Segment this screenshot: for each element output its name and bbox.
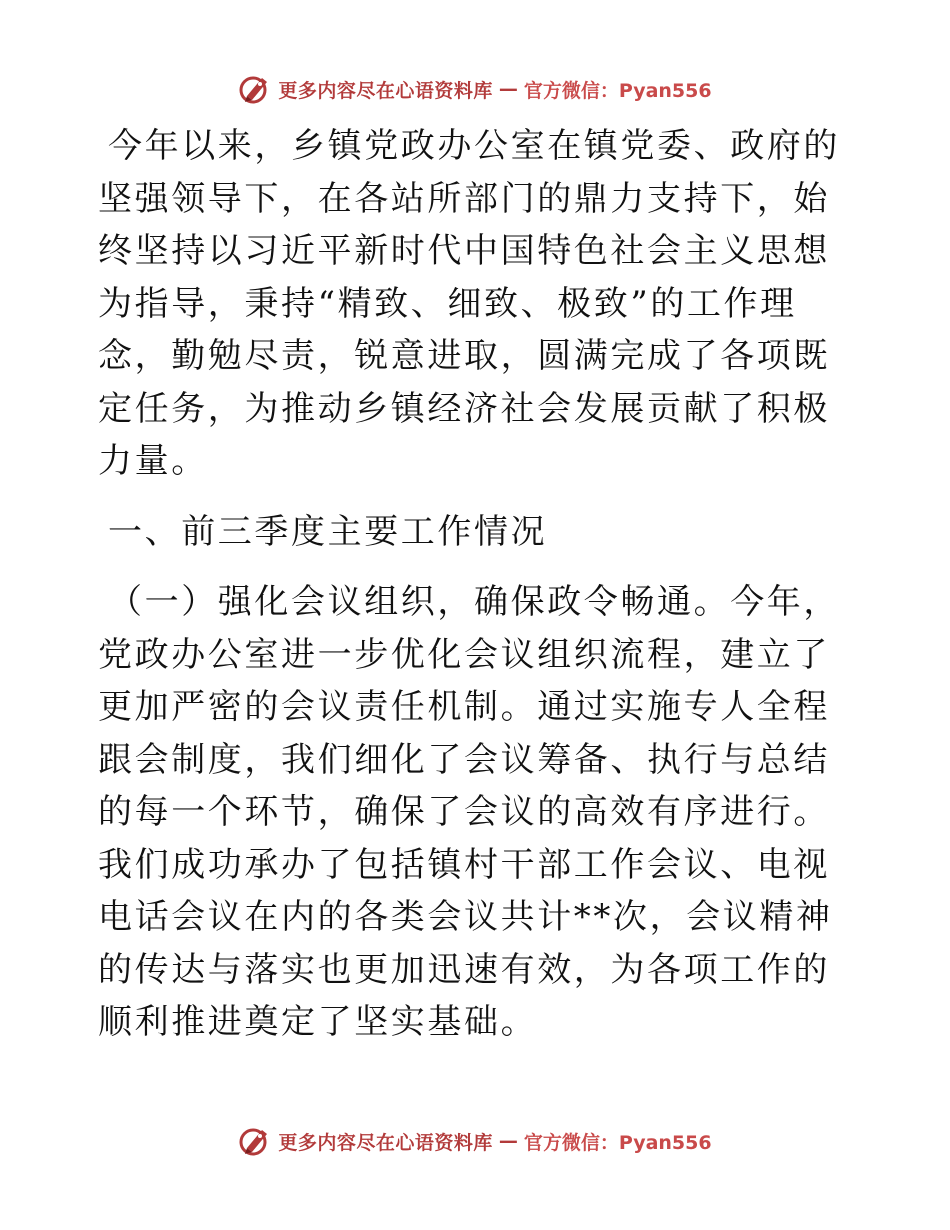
header-banner bbox=[0, 72, 950, 106]
footer-banner bbox=[0, 1124, 950, 1158]
banner-main-text: 更多内容尽在心语资料库 bbox=[278, 79, 493, 102]
pen-logo-icon bbox=[238, 72, 272, 106]
subsection-paragraph: （一）强化会议组织，确保政令畅通。今年，党政办公室进一步优化会议组织流程，建立了更加严密的会议责任机制。通过实施专人全程跟会制度，我们细化了会议筹备、执行与总结的每一个环节，确保了会议的高效有序进行。我们成功承办了包括镇村干部工作会议、电视电话会议在内的各类会议共计**次，会议精神的传达与落实也更加迅速有效，为各项工作的顺利推进奠定了坚实基础。 bbox=[98, 582, 840, 1042]
section-heading: 一、前三季度主要工作情况 bbox=[108, 511, 548, 552]
banner-separator: — bbox=[498, 1130, 518, 1152]
document-body bbox=[98, 120, 858, 1049]
banner-wechat-text: 官方微信：Pyan556 bbox=[523, 1131, 712, 1154]
pen-logo-icon bbox=[238, 1124, 272, 1158]
banner-wechat-text: 官方微信：Pyan556 bbox=[523, 79, 712, 102]
intro-paragraph: 今年以来，乡镇党政办公室在镇党委、政府的坚强领导下，在各站所部门的鼎力支持下，始终坚持以习近平新时代中国特色社会主义思想为指导，秉持“精致、细致、极致”的工作理念，勤勉尽责，锐意进取，圆满完成了各项既定任务，为推动乡镇经济社会发展贡献了积极力量。 bbox=[98, 126, 840, 481]
banner-main-text: 更多内容尽在心语资料库 bbox=[278, 1131, 493, 1154]
banner-separator: — bbox=[498, 78, 518, 100]
